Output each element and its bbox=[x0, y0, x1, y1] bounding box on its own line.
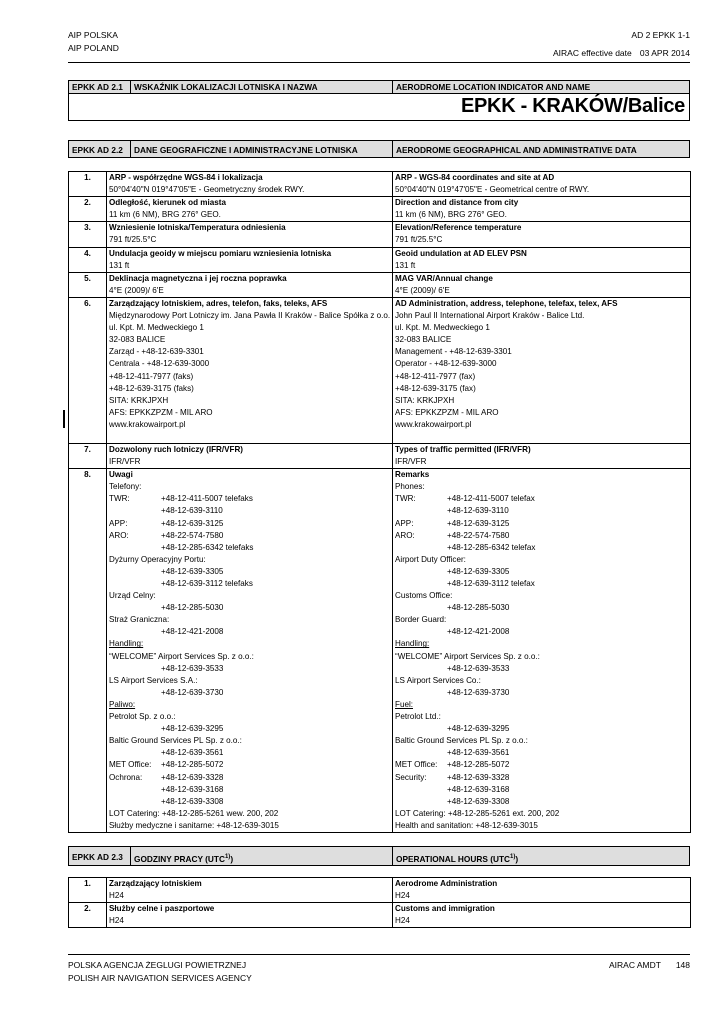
section-title-pl: WSKAŹNIK LOKALIZACJI LOTNISKA I NAZWA bbox=[131, 81, 393, 93]
line-value: +48-12-639-3168 bbox=[447, 784, 510, 794]
line-value: +48-12-285-5072 bbox=[447, 760, 510, 770]
item-line: Baltic Ground Services PL Sp. z o.o.: bbox=[395, 736, 528, 746]
section-code: EPKK AD 2.1 bbox=[69, 81, 131, 93]
cell-english bbox=[393, 222, 691, 247]
section-title-en: AERODROME GEOGRAPHICAL AND ADMINISTRATIVE DATA bbox=[396, 145, 637, 155]
item-line: John Paul II International Airport Kraków - Balice Ltd. bbox=[395, 311, 585, 321]
line-value: +48-12-639-3328 bbox=[161, 772, 224, 782]
item-line: Dyżurny Operacyjny Portu: bbox=[109, 554, 206, 564]
item-line: ul. Kpt. M. Medweckiego 1 bbox=[395, 323, 490, 333]
item-heading: Dozwolony ruch lotniczy (IFR/VFR) bbox=[109, 444, 243, 454]
item-line: +48-12-639-3175 (faks) bbox=[109, 383, 194, 393]
table-row bbox=[69, 443, 691, 468]
line-label: ARO: bbox=[109, 530, 129, 540]
line-value: +48-12-639-3110 bbox=[447, 506, 509, 516]
item-heading: Elevation/Reference temperature bbox=[395, 223, 522, 233]
section-code: EPKK AD 2.2 bbox=[69, 141, 131, 157]
row-number: 2. bbox=[69, 197, 107, 222]
spacer bbox=[109, 431, 390, 443]
section-title-en bbox=[393, 847, 689, 865]
item-heading: Zarządzający lotniskiem, adres, telefon, faks, teleks, AFS bbox=[109, 298, 328, 308]
line-value: +48-12-285-5072 bbox=[161, 760, 224, 770]
spacer bbox=[395, 431, 688, 443]
item-heading: Odległość, kierunek od miasta bbox=[109, 198, 226, 208]
cell-polish bbox=[107, 297, 393, 443]
item-line: Straż Graniczna: bbox=[109, 615, 170, 625]
row-number: 8. bbox=[69, 469, 107, 833]
item-line bbox=[395, 542, 688, 554]
item-line: Customs Office: bbox=[395, 591, 453, 601]
item-line: Fuel: bbox=[395, 699, 413, 709]
line-value: +48-22-574-7580 bbox=[161, 530, 224, 540]
item-line: www.krakowairport.pl bbox=[395, 419, 472, 429]
section-2-1-bar bbox=[68, 80, 690, 94]
item-line: Health and sanitation: +48-12-639-3015 bbox=[395, 820, 538, 830]
item-line: 11 km (6 NM), BRG 276° GEO. bbox=[395, 210, 507, 220]
line-value: +48-12-639-3561 bbox=[447, 748, 510, 758]
item-heading: Zarządzający lotniskiem bbox=[109, 879, 202, 888]
cell-english bbox=[393, 247, 691, 272]
line-value: +48-12-421-2008 bbox=[161, 627, 224, 637]
row-number: 1. bbox=[69, 172, 107, 197]
cell-polish bbox=[107, 197, 393, 222]
item-line: 32-083 BALICE bbox=[395, 335, 452, 345]
item-line bbox=[109, 566, 390, 578]
table-row bbox=[69, 272, 691, 297]
row-number: 5. bbox=[69, 272, 107, 297]
item-line: www.krakowairport.pl bbox=[109, 419, 186, 429]
item-line: +48-12-639-3175 (fax) bbox=[395, 383, 476, 393]
cell-polish bbox=[107, 903, 393, 928]
aerodrome-title-text: EPKK - KRAKÓW/Balice bbox=[460, 95, 685, 117]
footer-amdt-label: AIRAC AMDT bbox=[609, 960, 661, 970]
footer-rule bbox=[68, 954, 690, 955]
item-line: AFS: EPKKZPZM - MIL ARO bbox=[109, 407, 213, 417]
section-title-pl-text: GODZINY PRACY (UTC bbox=[134, 853, 225, 864]
footnote-ref: 1) bbox=[510, 854, 516, 860]
row-number: 4. bbox=[69, 247, 107, 272]
item-line: H24 bbox=[395, 891, 410, 901]
item-heading: AD Administration, address, telephone, telefax, telex, AFS bbox=[395, 298, 618, 308]
item-line: 4°E (2009)/ 6'E bbox=[109, 285, 164, 295]
header-left-2: AIP POLAND bbox=[68, 43, 119, 53]
line-value: +48-12-639-3328 bbox=[447, 772, 510, 782]
item-heading: Służby celne i paszportowe bbox=[109, 904, 215, 914]
line-value: +48-12-639-3112 telefaks bbox=[161, 579, 253, 588]
item-line: Międzynarodowy Port Lotniczy im. Jana Pawła II Kraków - Balice Spółka z o.o. bbox=[109, 311, 390, 321]
header-left-1: AIP POLSKA bbox=[68, 30, 118, 40]
geo-admin-table bbox=[68, 171, 691, 833]
item-line bbox=[395, 747, 688, 759]
footer-agency-en: POLISH AIR NAVIGATION SERVICES AGENCY bbox=[68, 973, 252, 983]
aerodrome-title bbox=[68, 94, 690, 121]
item-line: LOT Catering: +48-12-285-5261 wew. 200, 202 bbox=[109, 808, 279, 818]
operational-hours-table bbox=[68, 877, 691, 928]
footer-amdt-number: 148 bbox=[675, 960, 690, 970]
item-heading: Aerodrome Administration bbox=[395, 879, 498, 888]
line-label: Security: bbox=[395, 772, 427, 782]
row-number: 6. bbox=[69, 297, 107, 443]
line-value: +48-12-285-5030 bbox=[447, 603, 510, 613]
line-value: +48-12-639-3125 bbox=[161, 518, 224, 528]
item-line bbox=[109, 747, 390, 759]
line-value: +48-12-639-3305 bbox=[447, 566, 510, 576]
item-line bbox=[109, 784, 390, 796]
cell-english bbox=[393, 197, 691, 222]
item-line: Baltic Ground Services PL Sp. z o.o.: bbox=[109, 736, 242, 746]
section-title-pl bbox=[131, 847, 393, 865]
item-line bbox=[109, 578, 390, 590]
item-line: +48-12-411-7977 (fax) bbox=[395, 371, 476, 381]
item-line bbox=[395, 518, 688, 530]
line-value: +48-12-411-5007 telefaks bbox=[161, 494, 253, 504]
line-value: +48-12-639-3125 bbox=[447, 518, 510, 528]
line-label: MET Office: bbox=[109, 760, 152, 770]
item-line: SITA: KRKJPXH bbox=[109, 395, 169, 405]
item-line: Służby medyczne i sanitarne: +48-12-639-3015 bbox=[109, 820, 279, 830]
line-value: +48-22-574-7580 bbox=[447, 530, 510, 540]
item-line: +48-12-411-7977 (faks) bbox=[109, 371, 194, 381]
line-value: +48-12-639-3168 bbox=[161, 784, 224, 794]
item-line: H24 bbox=[109, 891, 124, 901]
header-airac-date: 03 APR 2014 bbox=[639, 48, 690, 58]
header-rule bbox=[68, 62, 690, 63]
header-doc-ref: AD 2 EPKK 1-1 bbox=[631, 30, 690, 40]
cell-english bbox=[393, 172, 691, 197]
item-line: H24 bbox=[109, 916, 124, 926]
item-line bbox=[395, 772, 688, 784]
row-number: 3. bbox=[69, 222, 107, 247]
cell-english bbox=[393, 297, 691, 443]
item-heading: MAG VAR/Annual change bbox=[395, 273, 493, 283]
line-value: +48-12-285-5030 bbox=[161, 603, 224, 613]
footnote-ref: 1) bbox=[224, 854, 231, 860]
line-value: +48-12-639-3110 bbox=[161, 506, 223, 516]
header-airac-label: AIRAC effective date bbox=[553, 48, 632, 58]
item-line: Management - +48-12-639-3301 bbox=[395, 347, 512, 357]
item-heading: ARP - współrzędne WGS-84 i lokalizacja bbox=[109, 173, 263, 182]
item-line: AFS: EPKKZPZM - MIL ARO bbox=[395, 407, 499, 417]
item-line bbox=[109, 723, 390, 735]
item-line bbox=[395, 578, 688, 590]
table-row bbox=[69, 469, 691, 833]
item-line bbox=[395, 663, 688, 675]
item-heading: Types of traffic permitted (IFR/VFR) bbox=[395, 444, 531, 454]
line-label: APP: bbox=[395, 518, 414, 528]
table-row bbox=[69, 297, 691, 443]
table-row bbox=[69, 247, 691, 272]
item-heading: Undulacja geoidy w miejscu pomiaru wzniesienia lotniska bbox=[109, 248, 332, 258]
item-line: IFR/VFR bbox=[109, 457, 141, 467]
cell-english bbox=[393, 469, 691, 833]
item-heading: Geoid undulation at AD ELEV PSN bbox=[395, 248, 527, 258]
item-line: 50°04'40"N 019°47'05"E - Geometryczny środek RWY. bbox=[109, 185, 305, 195]
line-value: +48-12-639-3295 bbox=[447, 724, 510, 734]
line-value: +48-12-639-3305 bbox=[161, 566, 224, 576]
item-heading: Remarks bbox=[395, 470, 430, 480]
item-heading: Wzniesienie lotniska/Temperatura odniesienia bbox=[109, 223, 286, 233]
item-line: Handling: bbox=[395, 639, 430, 649]
item-line bbox=[395, 602, 688, 614]
item-line: Urząd Celny: bbox=[109, 591, 156, 601]
cell-english bbox=[393, 878, 691, 903]
cell-polish bbox=[107, 878, 393, 903]
item-heading: Customs and immigration bbox=[395, 904, 495, 914]
item-line: 791 ft/25.5°C bbox=[109, 235, 157, 245]
item-line: 32-083 BALICE bbox=[109, 335, 166, 345]
item-line: 11 km (6 NM), BRG 276° GEO. bbox=[109, 210, 221, 220]
item-line: Airport Duty Officer: bbox=[395, 554, 466, 564]
paren-close: ) bbox=[515, 853, 519, 864]
line-value: +48-12-639-3308 bbox=[161, 796, 224, 806]
table-row bbox=[69, 197, 691, 222]
item-line: LOT Catering: +48-12-285-5261 ext. 200, 202 bbox=[395, 808, 560, 818]
line-value: +48-12-639-3533 bbox=[161, 663, 224, 673]
item-line: Telefony: bbox=[109, 482, 142, 492]
line-value: +48-12-411-5007 telefax bbox=[447, 494, 535, 504]
item-line bbox=[109, 759, 390, 771]
item-line bbox=[395, 626, 688, 638]
line-value: +48-12-421-2008 bbox=[447, 627, 510, 637]
item-line: 4°E (2009)/ 6'E bbox=[395, 285, 450, 295]
table-row bbox=[69, 903, 691, 928]
item-line: 50°04'40"N 019°47'05"E - Geometrical centre of RWY. bbox=[395, 185, 590, 195]
item-line bbox=[395, 759, 688, 771]
item-line bbox=[109, 687, 390, 699]
item-line bbox=[109, 530, 390, 542]
item-line: ul. Kpt. M. Medweckiego 1 bbox=[109, 323, 204, 333]
cell-english bbox=[393, 443, 691, 468]
item-line: Handling: bbox=[109, 639, 144, 649]
item-line: LS Airport Services Co.: bbox=[395, 675, 481, 685]
item-line bbox=[109, 542, 390, 554]
item-line bbox=[395, 530, 688, 542]
cell-polish bbox=[107, 272, 393, 297]
item-line: 791 ft/25.5°C bbox=[395, 235, 443, 245]
table-row bbox=[69, 172, 691, 197]
table-row bbox=[69, 878, 691, 903]
item-line bbox=[395, 505, 688, 517]
line-label: MET Office: bbox=[395, 760, 438, 770]
item-line: Petrolot Sp. z o.o.: bbox=[109, 712, 176, 722]
line-value: +48-12-639-3730 bbox=[447, 687, 510, 697]
item-heading: Uwagi bbox=[109, 470, 133, 480]
item-line bbox=[109, 772, 390, 784]
item-line: IFR/VFR bbox=[395, 457, 427, 467]
item-line: Border Guard: bbox=[395, 615, 447, 625]
line-value: +48-12-639-3308 bbox=[447, 796, 510, 806]
line-value: +48-12-285-6342 telefaks bbox=[161, 542, 254, 552]
item-line bbox=[109, 505, 390, 517]
footer-agency-pl: POLSKA AGENCJA ŻEGLUGI POWIETRZNEJ bbox=[68, 960, 247, 970]
item-line: H24 bbox=[395, 916, 410, 926]
item-line: 131 ft bbox=[109, 260, 130, 270]
item-heading: ARP - WGS-84 coordinates and site at AD bbox=[395, 173, 555, 182]
item-line bbox=[395, 566, 688, 578]
line-label: TWR: bbox=[109, 494, 130, 504]
row-number: 7. bbox=[69, 443, 107, 468]
item-line bbox=[109, 518, 390, 530]
line-value: +48-12-639-3112 telefax bbox=[447, 579, 535, 588]
item-line: 131 ft bbox=[395, 260, 416, 270]
cell-polish bbox=[107, 222, 393, 247]
section-code: EPKK AD 2.3 bbox=[69, 847, 131, 865]
line-label: ARO: bbox=[395, 530, 415, 540]
cell-english bbox=[393, 903, 691, 928]
line-label: APP: bbox=[109, 518, 128, 528]
cell-polish bbox=[107, 247, 393, 272]
item-line bbox=[395, 796, 688, 808]
cell-polish bbox=[107, 443, 393, 468]
item-line bbox=[395, 723, 688, 735]
cell-polish bbox=[107, 172, 393, 197]
line-value: +48-12-639-3730 bbox=[161, 687, 224, 697]
item-line bbox=[395, 784, 688, 796]
table-row bbox=[69, 222, 691, 247]
cell-english bbox=[393, 272, 691, 297]
item-line: “WELCOME” Airport Services Sp. z o.o.: bbox=[395, 651, 540, 661]
line-value: +48-12-285-6342 telefax bbox=[447, 542, 536, 552]
paren-close: ) bbox=[230, 853, 234, 864]
section-2-2-bar bbox=[68, 140, 690, 158]
item-line: LS Airport Services S.A.: bbox=[109, 675, 198, 685]
section-2-3-bar bbox=[68, 846, 690, 866]
line-label: TWR: bbox=[395, 494, 416, 504]
item-line: Phones: bbox=[395, 482, 425, 492]
item-line: Operator - +48-12-639-3000 bbox=[395, 359, 497, 369]
item-line: Paliwo: bbox=[109, 699, 136, 709]
item-line: Petrolot Ltd.: bbox=[395, 712, 441, 722]
item-line: “WELCOME” Airport Services Sp. z o.o.: bbox=[109, 651, 254, 661]
item-line bbox=[109, 626, 390, 638]
item-line bbox=[109, 493, 390, 505]
item-line bbox=[395, 687, 688, 699]
item-line bbox=[109, 602, 390, 614]
row-number: 2. bbox=[69, 903, 107, 928]
section-title-en: AERODROME LOCATION INDICATOR AND NAME bbox=[396, 82, 591, 92]
item-line: Centrala - +48-12-639-3000 bbox=[109, 359, 210, 369]
row-number: 1. bbox=[69, 878, 107, 903]
section-title-en-text: OPERATIONAL HOURS (UTC bbox=[396, 853, 511, 864]
line-value: +48-12-639-3295 bbox=[161, 724, 224, 734]
item-line bbox=[109, 663, 390, 675]
change-bar bbox=[63, 410, 65, 428]
item-line: Zarząd - +48-12-639-3301 bbox=[109, 347, 204, 357]
item-heading: Deklinacja magnetyczna i jej roczna poprawka bbox=[109, 273, 287, 283]
item-heading: Direction and distance from city bbox=[395, 198, 519, 208]
item-line bbox=[395, 493, 688, 505]
line-label: Ochrona: bbox=[109, 772, 143, 782]
line-value: +48-12-639-3561 bbox=[161, 748, 224, 758]
item-line bbox=[109, 796, 390, 808]
cell-polish bbox=[107, 469, 393, 833]
line-value: +48-12-639-3533 bbox=[447, 663, 510, 673]
section-title-pl: DANE GEOGRAFICZNE I ADMINISTRACYJNE LOTNISKA bbox=[131, 141, 393, 157]
item-line: SITA: KRKJPXH bbox=[395, 395, 455, 405]
